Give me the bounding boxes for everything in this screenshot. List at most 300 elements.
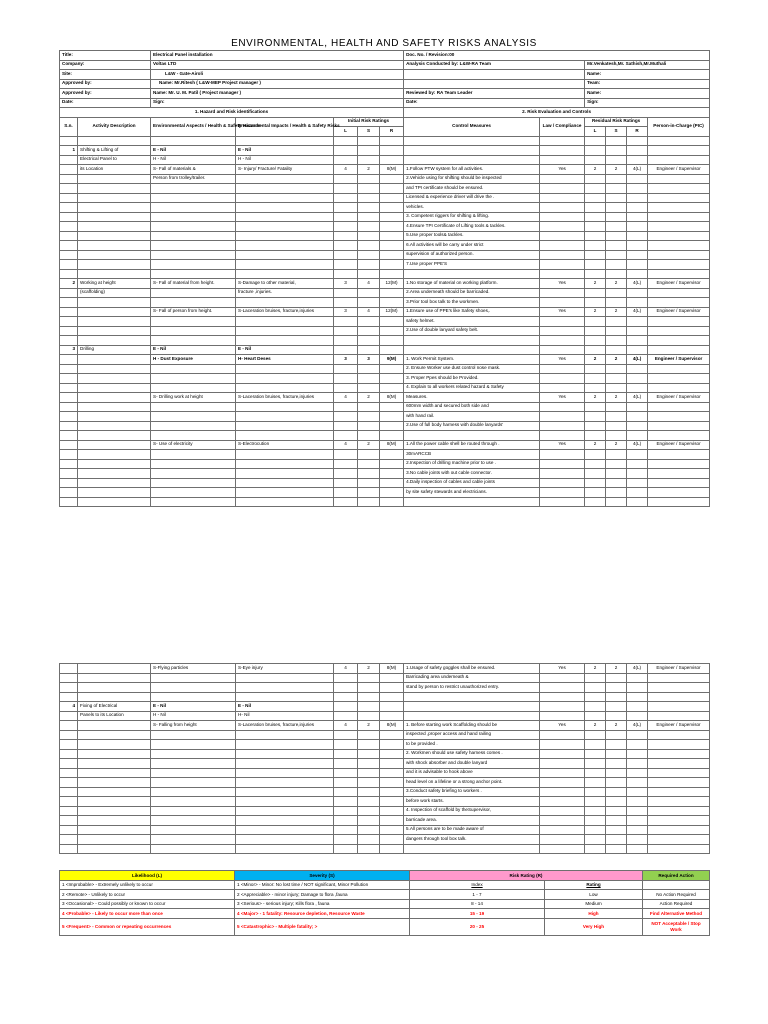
cell-sn <box>60 692 78 702</box>
cell-residual-r <box>627 222 648 232</box>
cell-control-measure <box>404 692 540 702</box>
cell-activity <box>78 835 151 845</box>
cell-impact <box>236 488 334 498</box>
cell-residual-r <box>627 155 648 165</box>
cell-sn <box>60 787 78 797</box>
cell-residual-l: 2 <box>585 664 606 674</box>
cell-initial-l: 3 <box>334 355 358 365</box>
cell-activity <box>78 241 151 251</box>
cell-compliance <box>540 692 585 702</box>
cell-control-measure <box>404 345 540 355</box>
cell-initial-s <box>358 711 380 721</box>
cell-person-in-charge <box>648 317 710 327</box>
cell-initial-l <box>334 806 358 816</box>
cell-compliance <box>540 288 585 298</box>
cell-impact <box>236 825 334 835</box>
cell-initial-r: 8(M) <box>380 664 404 674</box>
cell-sn <box>60 269 78 279</box>
cell-initial-l <box>334 787 358 797</box>
cell-activity <box>78 740 151 750</box>
cell-initial-s <box>358 383 380 393</box>
cell-initial-s <box>358 450 380 460</box>
cell-activity <box>78 231 151 241</box>
cell-aspect <box>151 730 236 740</box>
cell-initial-r <box>380 212 404 222</box>
cell-initial-l <box>334 759 358 769</box>
cell-compliance <box>540 835 585 845</box>
cell-residual-r <box>627 749 648 759</box>
cell-impact <box>236 326 334 336</box>
risk-analysis-table-continued <box>59 663 710 854</box>
col-residual-ratings: Residual Risk Ratings <box>585 117 648 127</box>
cell-activity <box>78 136 151 146</box>
table-row <box>60 450 710 460</box>
cell-initial-r <box>380 431 404 441</box>
cell-compliance <box>540 336 585 346</box>
cell-initial-s <box>358 459 380 469</box>
cell-person-in-charge <box>648 844 710 854</box>
cell-person-in-charge <box>648 184 710 194</box>
cell-control-measure: 30mARCCB <box>404 450 540 460</box>
cell-residual-r <box>627 835 648 845</box>
cell-initial-l <box>334 740 358 750</box>
team-label: Team: <box>585 79 710 89</box>
legend-row <box>60 899 710 909</box>
cell-aspect <box>151 193 236 203</box>
cell-control-measure: head level on a lifeline or a strong anchor point. <box>404 778 540 788</box>
table-row <box>60 721 710 731</box>
cell-initial-s <box>358 374 380 384</box>
cell-sn <box>60 317 78 327</box>
cell-impact: S-Laceration bruises, fracture,injuries <box>236 307 334 317</box>
cell-impact <box>236 431 334 441</box>
cell-compliance <box>540 260 585 270</box>
cell-initial-s <box>358 692 380 702</box>
cell-aspect <box>151 488 236 498</box>
table-row <box>60 835 710 845</box>
col-residual-l: L <box>585 127 606 137</box>
cell-residual-r <box>627 787 648 797</box>
cell-residual-s <box>606 421 627 431</box>
cell-impact <box>236 740 334 750</box>
cell-aspect <box>151 184 236 194</box>
table-row <box>60 469 710 479</box>
cell-activity <box>78 787 151 797</box>
column-header-row <box>60 117 710 127</box>
cell-impact: S-Electrocution <box>236 440 334 450</box>
likelihood-level: 5 <Frequent> - Common or repeating occurrences <box>60 918 235 935</box>
cell-sn <box>60 355 78 365</box>
cell-aspect: S-Flying particles <box>151 664 236 674</box>
cell-residual-l <box>585 497 606 507</box>
cell-initial-l <box>334 497 358 507</box>
cell-impact <box>236 412 334 422</box>
cell-person-in-charge <box>648 759 710 769</box>
cell-compliance <box>540 231 585 241</box>
rating-index: 8 - 14 <box>410 899 545 909</box>
cell-person-in-charge <box>648 730 710 740</box>
cell-residual-l: 2 <box>585 440 606 450</box>
cell-residual-l <box>585 374 606 384</box>
cell-aspect <box>151 402 236 412</box>
cell-activity <box>78 488 151 498</box>
cell-residual-l <box>585 835 606 845</box>
cell-residual-r <box>627 298 648 308</box>
cell-residual-s <box>606 816 627 826</box>
table-row <box>60 816 710 826</box>
section-risk-evaluation: 2. Risk Evaluation and Controls <box>404 108 710 118</box>
col-initial-r: R <box>380 127 404 137</box>
cell-activity <box>78 431 151 441</box>
date-label: Date: <box>60 98 151 108</box>
rating-level: High <box>545 909 643 919</box>
cell-control-measure: 1.Follow PTW system for all activities. <box>404 165 540 175</box>
col-pic: Person-in-Charge (PIC) <box>648 117 710 136</box>
cell-initial-l <box>334 136 358 146</box>
severity-level: 2 <Appreciable> - minor injury; Damage to flora ,fauna <box>235 890 410 900</box>
cell-compliance <box>540 222 585 232</box>
cell-person-in-charge <box>648 702 710 712</box>
cell-residual-l <box>585 740 606 750</box>
cell-impact: S-Damage to other material, <box>236 279 334 289</box>
cell-compliance: Yes <box>540 165 585 175</box>
cell-activity: Drilling <box>78 345 151 355</box>
cell-residual-r <box>627 806 648 816</box>
cell-impact: S- Injury/ Fracture/ Fatality <box>236 165 334 175</box>
cell-activity <box>78 768 151 778</box>
cell-residual-l <box>585 231 606 241</box>
cell-control-measure: inspected ,proper access and hand railing <box>404 730 540 740</box>
cell-initial-s <box>358 673 380 683</box>
cell-initial-r <box>380 797 404 807</box>
cell-compliance <box>540 374 585 384</box>
cell-initial-r <box>380 768 404 778</box>
cell-activity <box>78 269 151 279</box>
cell-aspect: S- Falling from height <box>151 721 236 731</box>
cell-control-measure <box>404 497 540 507</box>
cell-residual-l <box>585 212 606 222</box>
cell-initial-r <box>380 326 404 336</box>
cell-aspect <box>151 740 236 750</box>
cell-compliance <box>540 478 585 488</box>
cell-initial-s <box>358 431 380 441</box>
cell-aspect: H - Nil <box>151 711 236 721</box>
cell-initial-s <box>358 730 380 740</box>
cell-aspect <box>151 797 236 807</box>
cell-residual-l <box>585 787 606 797</box>
cell-residual-r <box>627 212 648 222</box>
cell-initial-l <box>334 298 358 308</box>
cell-aspect <box>151 459 236 469</box>
cell-person-in-charge <box>648 450 710 460</box>
cell-sn <box>60 768 78 778</box>
approved1-label: Approved by: <box>60 79 151 89</box>
cell-residual-s: 2 <box>606 721 627 731</box>
cell-aspect <box>151 336 236 346</box>
cell-activity <box>78 402 151 412</box>
cell-person-in-charge <box>648 174 710 184</box>
cell-residual-l <box>585 459 606 469</box>
cell-initial-s <box>358 488 380 498</box>
cell-aspect <box>151 231 236 241</box>
cell-compliance <box>540 269 585 279</box>
cell-compliance <box>540 768 585 778</box>
cell-residual-l <box>585 683 606 693</box>
site-label: Site: <box>60 70 151 80</box>
cell-aspect: E - Nil <box>151 345 236 355</box>
cell-activity <box>78 478 151 488</box>
cell-compliance <box>540 136 585 146</box>
cell-initial-l <box>334 383 358 393</box>
cell-aspect <box>151 212 236 222</box>
approved2-value: Name: Mr. U. M. Patil ( Project manager ) <box>151 89 404 99</box>
cell-residual-l: 2 <box>585 393 606 403</box>
cell-compliance <box>540 740 585 750</box>
cell-person-in-charge: Engineer / Supervisor <box>648 664 710 674</box>
cell-activity <box>78 778 151 788</box>
cell-compliance <box>540 250 585 260</box>
cell-activity <box>78 317 151 327</box>
cell-residual-r <box>627 317 648 327</box>
cell-sn <box>60 497 78 507</box>
sign-label: Sign: <box>151 98 404 108</box>
cell-compliance <box>540 155 585 165</box>
cell-impact <box>236 260 334 270</box>
cell-impact <box>236 683 334 693</box>
cell-residual-s <box>606 692 627 702</box>
cell-initial-l <box>334 222 358 232</box>
cell-impact <box>236 478 334 488</box>
cell-activity: Shifting & Lifting of <box>78 146 151 156</box>
cell-initial-s: 2 <box>358 440 380 450</box>
table-row <box>60 759 710 769</box>
cell-initial-s <box>358 816 380 826</box>
cell-activity <box>78 383 151 393</box>
cell-residual-s <box>606 231 627 241</box>
cell-sn <box>60 664 78 674</box>
cell-sn <box>60 440 78 450</box>
table-row <box>60 184 710 194</box>
cell-compliance: Yes <box>540 393 585 403</box>
cell-initial-r <box>380 260 404 270</box>
cell-residual-s <box>606 193 627 203</box>
cell-initial-r <box>380 488 404 498</box>
cell-compliance <box>540 421 585 431</box>
cell-activity <box>78 307 151 317</box>
cell-initial-s <box>358 174 380 184</box>
cell-activity: (scaffolding) <box>78 288 151 298</box>
cell-person-in-charge <box>648 768 710 778</box>
cell-control-measure <box>404 711 540 721</box>
cell-aspect: Person from trolley/trailer. <box>151 174 236 184</box>
table-row <box>60 279 710 289</box>
table-row <box>60 250 710 260</box>
doc-no-label: Doc. No. / Revision:00 <box>404 51 710 61</box>
cell-initial-l <box>334 326 358 336</box>
cell-initial-r <box>380 203 404 213</box>
cell-person-in-charge <box>648 146 710 156</box>
cell-impact: E - Nil <box>236 146 334 156</box>
cell-residual-s <box>606 673 627 683</box>
cell-aspect <box>151 825 236 835</box>
cell-initial-r <box>380 497 404 507</box>
cell-sn <box>60 383 78 393</box>
analysis-value: Mr.Venkatesh,Mr. Sathish,Mr.Muthali <box>585 60 710 70</box>
cell-aspect <box>151 317 236 327</box>
cell-residual-l <box>585 778 606 788</box>
cell-residual-s <box>606 768 627 778</box>
cell-initial-l <box>334 402 358 412</box>
table-row <box>60 412 710 422</box>
cell-control-measure: 4.Daily inspection of cables and cable joints <box>404 478 540 488</box>
cell-initial-s <box>358 478 380 488</box>
cell-impact <box>236 692 334 702</box>
cell-initial-s <box>358 336 380 346</box>
required-action: No Action Required <box>643 890 710 900</box>
cell-sn: 4 <box>60 702 78 712</box>
cell-impact: E - Nil <box>236 345 334 355</box>
cell-activity <box>78 364 151 374</box>
cell-initial-r <box>380 450 404 460</box>
table-row <box>60 374 710 384</box>
cell-aspect <box>151 835 236 845</box>
cell-residual-s <box>606 759 627 769</box>
cell-control-measure: 1.Usage of safety goggles shall be ensured. <box>404 664 540 674</box>
cell-initial-l <box>334 683 358 693</box>
cell-aspect: S- Fall of materials & <box>151 165 236 175</box>
cell-sn <box>60 431 78 441</box>
cell-residual-r <box>627 768 648 778</box>
cell-residual-l: 2 <box>585 307 606 317</box>
company-value: Voltas LTD <box>151 60 404 70</box>
cell-sn <box>60 193 78 203</box>
cell-sn <box>60 222 78 232</box>
cell-compliance <box>540 816 585 826</box>
cell-person-in-charge <box>648 740 710 750</box>
cell-initial-r <box>380 749 404 759</box>
cell-aspect <box>151 478 236 488</box>
header-row-title <box>60 51 710 61</box>
cell-initial-l <box>334 193 358 203</box>
table-row <box>60 231 710 241</box>
cell-initial-l <box>334 260 358 270</box>
cell-residual-s <box>606 478 627 488</box>
cell-aspect <box>151 692 236 702</box>
cell-initial-l <box>334 241 358 251</box>
cell-control-measure: Licensed & experience driver will drive the . <box>404 193 540 203</box>
cell-residual-s <box>606 683 627 693</box>
cell-aspect: H - Nil <box>151 155 236 165</box>
cell-initial-l <box>334 749 358 759</box>
cell-residual-s <box>606 450 627 460</box>
cell-residual-l <box>585 450 606 460</box>
cell-impact <box>236 806 334 816</box>
col-impacts: Environmental Impacts / Health & Safety Risks <box>236 117 334 136</box>
cell-initial-r: 12(M) <box>380 279 404 289</box>
cell-impact <box>236 336 334 346</box>
cell-residual-s <box>606 184 627 194</box>
cell-control-measure <box>404 844 540 854</box>
cell-initial-r <box>380 683 404 693</box>
cell-initial-s: 4 <box>358 279 380 289</box>
cell-control-measure: 3. Competent riggers for shifting & lifting. <box>404 212 540 222</box>
cell-activity <box>78 260 151 270</box>
cell-control-measure <box>404 155 540 165</box>
cell-sn <box>60 203 78 213</box>
cell-residual-r: 4(L) <box>627 440 648 450</box>
cell-residual-l <box>585 730 606 740</box>
col-residual-s: S <box>606 127 627 137</box>
cell-aspect <box>151 816 236 826</box>
cell-sn <box>60 730 78 740</box>
severity-level: 3 <Serious> - serious injury; Kills flora , fauna <box>235 899 410 909</box>
cell-person-in-charge <box>648 683 710 693</box>
cell-residual-r: 4(L) <box>627 393 648 403</box>
cell-compliance <box>540 730 585 740</box>
cell-impact: H- Nil <box>236 711 334 721</box>
cell-initial-l <box>334 421 358 431</box>
cell-impact: E - Nil <box>236 702 334 712</box>
cell-control-measure: 2.Use of double lanyard safety belt. <box>404 326 540 336</box>
cell-sn <box>60 165 78 175</box>
analysis-label: Analysis Conducted by: L&W-RA Team <box>404 60 585 70</box>
cell-initial-r <box>380 317 404 327</box>
cell-activity: Panels to its Location <box>78 711 151 721</box>
cell-residual-s <box>606 212 627 222</box>
cell-residual-s: 2 <box>606 165 627 175</box>
cell-impact <box>236 269 334 279</box>
cell-aspect <box>151 673 236 683</box>
cell-compliance <box>540 174 585 184</box>
cell-sn <box>60 174 78 184</box>
cell-control-measure: stand by person to restrict unauthorized entry. <box>404 683 540 693</box>
header-row-site <box>60 70 710 80</box>
cell-person-in-charge <box>648 231 710 241</box>
cell-residual-r <box>627 778 648 788</box>
cell-residual-s: 2 <box>606 307 627 317</box>
cell-residual-r <box>627 740 648 750</box>
cell-aspect <box>151 241 236 251</box>
cell-activity <box>78 326 151 336</box>
cell-activity <box>78 797 151 807</box>
table-row <box>60 155 710 165</box>
cell-impact: H- Heart Deses <box>236 355 334 365</box>
cell-initial-s <box>358 146 380 156</box>
cell-residual-s <box>606 298 627 308</box>
cell-residual-s <box>606 402 627 412</box>
cell-initial-r <box>380 184 404 194</box>
cell-initial-s <box>358 184 380 194</box>
cell-residual-l <box>585 711 606 721</box>
cell-compliance <box>540 497 585 507</box>
cell-compliance <box>540 317 585 327</box>
cell-initial-r <box>380 364 404 374</box>
cell-residual-r <box>627 844 648 854</box>
cell-activity: Fixing of Electrical <box>78 702 151 712</box>
cell-compliance <box>540 683 585 693</box>
cell-residual-s <box>606 383 627 393</box>
cell-residual-s <box>606 740 627 750</box>
cell-initial-s <box>358 778 380 788</box>
cell-sn <box>60 806 78 816</box>
cell-sn <box>60 412 78 422</box>
table-row <box>60 298 710 308</box>
cell-control-measure: vehicles. <box>404 203 540 213</box>
cell-sn <box>60 488 78 498</box>
title-value: Electrical Panel installation <box>151 51 404 61</box>
cell-person-in-charge <box>648 497 710 507</box>
cell-sn <box>60 307 78 317</box>
